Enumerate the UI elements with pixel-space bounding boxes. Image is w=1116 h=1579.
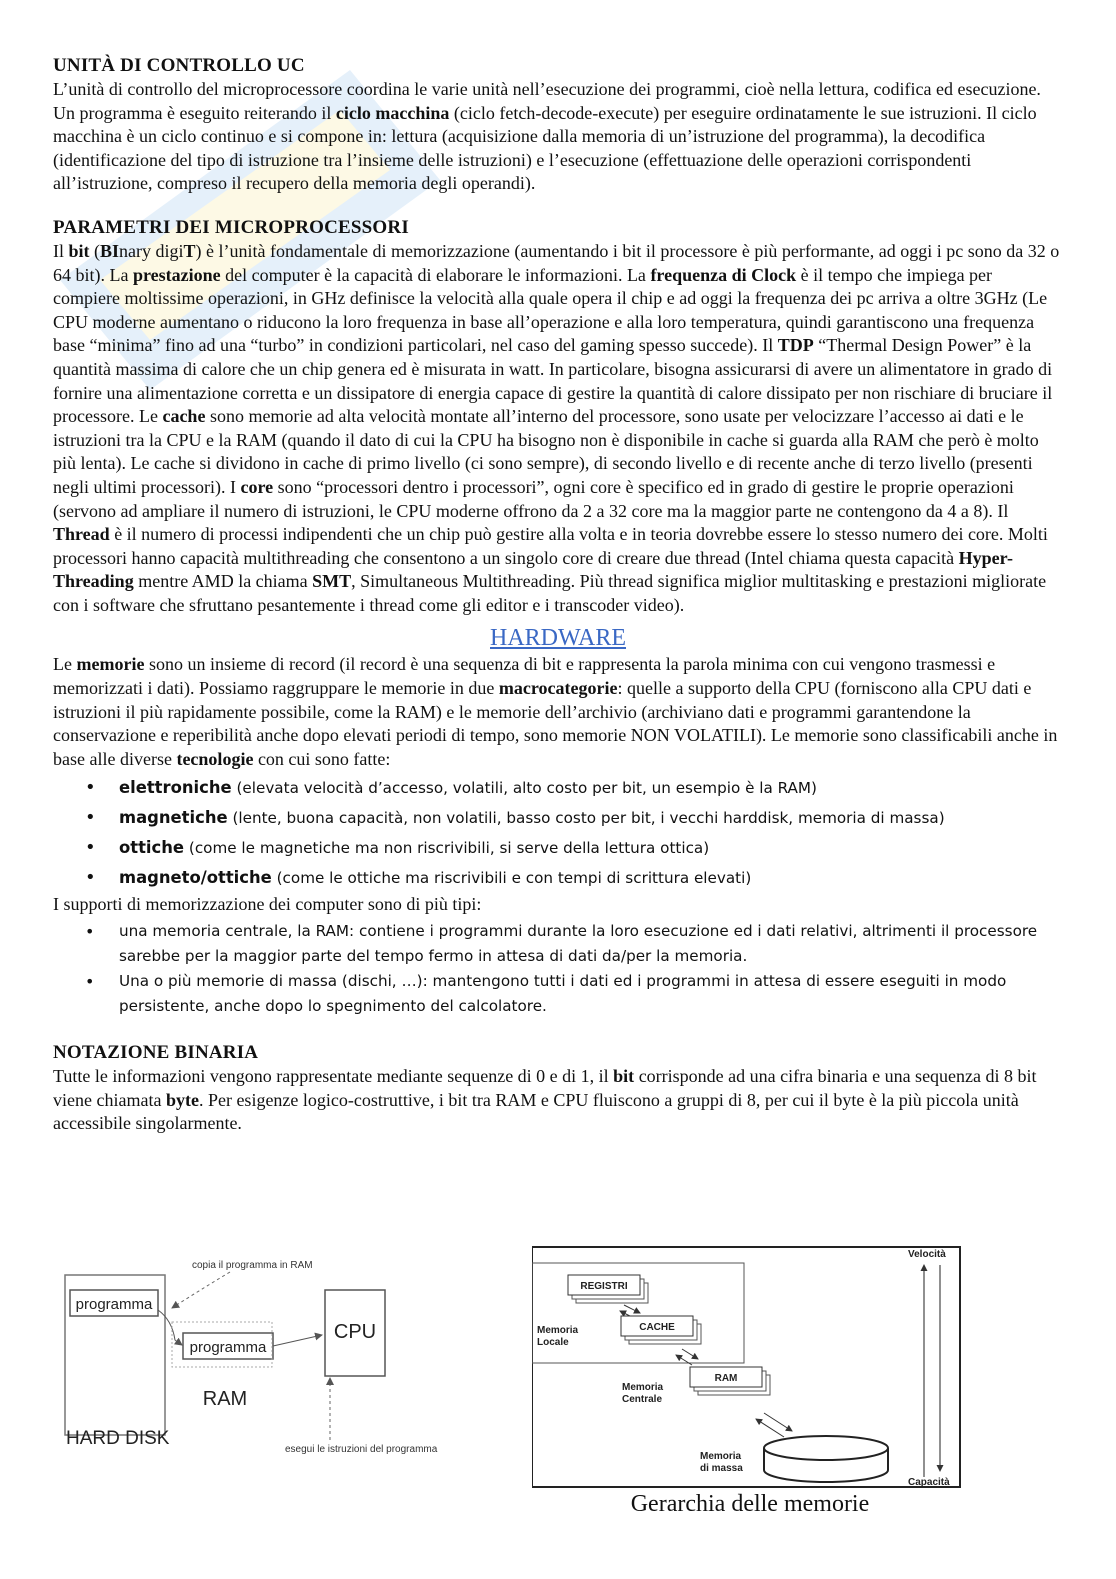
registers-label: REGISTRI [580, 1281, 628, 1292]
cache-label: CACHE [639, 1322, 675, 1333]
mass-memory-label-2: di massa [700, 1463, 743, 1474]
section-title-binary: NOTAZIONE BINARIA [53, 1042, 259, 1064]
list-item: • magneto/ottiche (come le ottiche ma riscrivibili e con tempi di scrittura elevati) [119, 863, 1063, 893]
document-page [53, 54, 1063, 1136]
speed-label: Velocità [908, 1249, 946, 1260]
mass-memory-label-1: Memoria [700, 1451, 742, 1462]
ram-program-label: programma [189, 1339, 267, 1356]
capacity-label: Capacità [908, 1477, 950, 1488]
ram-label: RAM [202, 1388, 248, 1410]
ram-label: RAM [714, 1373, 738, 1384]
list-item: • elettroniche (elevata velocità d’accesso, volatili, alto costo per bit, un esempio è la RAM) [119, 773, 1063, 803]
hardware-heading: HARDWARE [490, 625, 626, 652]
copy-label: copia il programma in RAM [192, 1260, 313, 1271]
list-item: • ottiche (come le magnetiche ma non riscrivibili, si serve della lettura ottica) [119, 833, 1063, 863]
hardware-paragraph: Le memorie sono un insieme di record (il record è una sequenza di bit e rappresenta la parola minima con cui vengono trasmessi e memorizzati i dati). Possiamo raggruppare le memorie in due macrocategorie: quelle a supporto della CPU (forniscono alla CPU dati e istruzioni il più rapidamente possibile, come la RAM) e le memorie dell’archivio (archiviano dati e programmi garantendone la conservazione e reperibilità anche dopo elevati periodi di tempo, sono memorie NON VOLATILI). Le memorie sono classificabili anche in base alle diverse tecnologie con cui sono fatte: [53, 654, 1058, 769]
list-item: • magnetiche (lente, buona capacità, non volatili, basso costo per bit, i vecchi harddisk, memoria di massa) [119, 803, 1063, 833]
to-cpu-arrow [273, 1335, 322, 1346]
central-memory-label-2: Centrale [622, 1394, 663, 1405]
local-memory-label-2: Locale [537, 1337, 569, 1348]
control-unit-paragraph: L’unità di controllo del microprocessore coordina le varie unità nell’esecuzione dei programmi, cioè nella lettura, codifica ed esecuzione. Un programma è eseguito reiterando il ciclo macchina (ciclo fetch-decode-execute) per eseguire ordinatamente le sue istruzioni. Il ciclo macchina è un ciclo continuo e si compone in: lettura (acquisizione dalla memoria di un’istruzione del programma), la decodifica (identificazione del tipo di istruzione tra l’insieme delle istruzioni) e l’esecuzione (effettuazione delle operazioni corrispondenti all’istruzione, compreso il recupero della memoria degli operandi). [53, 79, 1041, 194]
section-title-parameters: PARAMETRI DEI MICROPROCESSORI [53, 216, 409, 238]
technology-list [53, 773, 1063, 893]
storage-support-list [53, 919, 1063, 1019]
binary-paragraph: Tutte le informazioni vengono rappresentate mediante sequenze di 0 e di 1, il bit corrisponde ad una cifra binaria e una sequenza di 8 bit viene chiamata byte. Per esigenze logico-costruttive, i bit tra RAM e CPU fluiscono a gruppi di 8, per cui il byte è la più piccola unità accessibile singolarmente. [53, 1066, 1037, 1134]
central-memory-label-1: Memoria [622, 1382, 664, 1393]
exec-label: esegui le istruzioni del programma [285, 1444, 438, 1455]
memory-hierarchy-diagram [532, 1245, 962, 1517]
local-memory-label-1: Memoria [537, 1325, 579, 1336]
hierarchy-caption: Gerarchia delle memorie [630, 1491, 870, 1517]
copy-arrow [172, 1272, 230, 1308]
hard-disk-label: HARD DISK [66, 1428, 170, 1449]
hd-program-label: programma [75, 1296, 153, 1313]
cpu-label: CPU [333, 1321, 377, 1343]
supporti-intro: I supporti di memorizzazione dei computer sono di più tipi: [53, 894, 482, 915]
list-item: • una memoria centrale, la RAM: contiene i programmi durante la loro esecuzione ed i dati relativi, altrimenti il processore sarebbe per la maggior parte del tempo fermo in attesa di dati da/per la memoria. [119, 919, 1063, 969]
parameters-paragraph: Il bit (BInary digiT) è l’unità fondamentale di memorizzazione (aumentando i bit il processore è più performante, ad oggi i pc sono da 32 o 64 bit). La prestazione del computer è la capacità di elaborare le informazioni. La frequenza di Clock è il tempo che impiega per compiere moltissime operazioni, in GHz definisce la velocità alla quale opera il chip e ad oggi la frequenza dei pc arriva a oltre 3GHz (Le CPU moderne aumentano o riducono la loro frequenza in base all’operazione e alla loro temperatura, quindi garantiscono una frequenza base “minima” fino ad una “turbo” in condizioni particolari, nel caso del gaming spesso succede). Il TDP “Thermal Design Power” è la quantità massima di calore che un chip genera ed è misurata in watt. In particolare, bisogna assicurarsi di avere un alimentatore in grado di fornire una alimentazione corretta e un dissipatore di energia capace di gestire la quantità di calore dissipato per non rischiare di bruciare il processore. Le cache sono memorie ad alta velocità montate all’interno del processore, sono usate per velocizzare l’accesso ai dati e le istruzioni tra la CPU e la RAM (quando il dato di cui la CPU ha bisogno non è disponibile in cache si guarda alla RAM che però è molto più lenta). Le cache si dividono in cache di primo livello (ci sono sempre), di secondo livello e di recente anche di terzo livello (presenti negli ultimi processori). I core sono “processori dentro i processori”, ogni core è specifico ed in grado di gestire le proprie operazioni (servono ad ampliare il numero di istruzioni, le CPU moderne offrono da 2 a 32 core ma la maggior parte ne contengono da 4 a 8). Il Thread è il numero di processi indipendenti che un chip può gestire alla volta e in teoria dovrebbe essere lo stesso numero dei core. Molti processori hanno capacità multithreading che consentono a un singolo core di creare due thread (Intel chiama questa capacità Hyper-Threading mentre AMD la chiama SMT, Simultaneous Multithreading. Più thread significa miglior multitasking e prestazioni migliorate con i software che sfruttano pesantemente i thread come gli editor e i transcoder video). [53, 240, 1060, 615]
section-title-control-unit: UNITÀ DI CONTROLLO UC [53, 55, 305, 76]
mass-storage-top [764, 1436, 888, 1460]
program-load-diagram [60, 1250, 440, 1480]
list-item: • Una o più memorie di massa (dischi, …): mantengono tutti i dati ed i programmi in attesa di essere eseguiti in modo persistente, anche dopo lo spegnimento del calcolatore. [119, 969, 1063, 1019]
